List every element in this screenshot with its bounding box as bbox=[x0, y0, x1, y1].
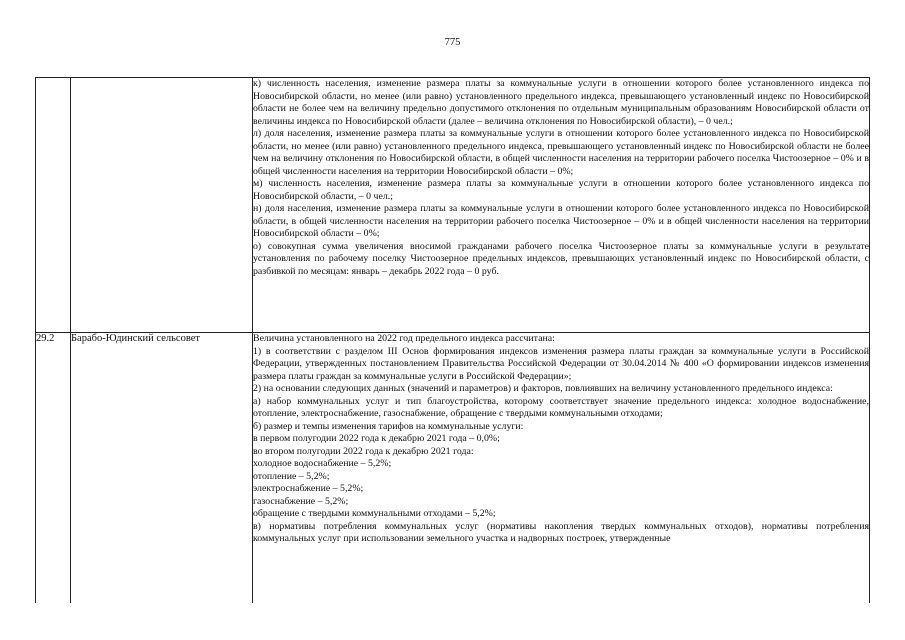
paragraph: отопление – 5,2%; bbox=[253, 470, 330, 482]
paragraph: во втором полугодии 2022 года к декабрю 2021 года: bbox=[253, 445, 474, 457]
paragraph: 1) в соответствии с разделом III Основ формирования индексов изменения размера платы граждан за коммунальные услуги в Российской Федерации, утвержденных постановлением Правительства Российской Федерации от 30.04.2014 № 400 «О формировании индексов изменения размера платы граждан за коммунальные услуги в Российской Федерации»; bbox=[253, 345, 869, 382]
paragraph: к) численность населения, изменение размера платы за коммунальные услуги в отношении которого более установленного индекса по Новосибирской области, но менее (или равно) установленного предельного индекса, превышающего установленный индекс по Новосибирской области не более чем на величину предельно допустимого отклонения по отдельным муниципальным образованиям Новосибирской области от величины индекса по Новосибирской области (далее – величина отклонения по Новосибирской области), – 0 чел.; bbox=[253, 78, 869, 127]
table-row bbox=[36, 78, 870, 333]
paragraph: н) доля населения, изменение размера платы за коммунальные услуги в отношении которого более установленного индекса по Новосибирской области, в общей численности населения на территории рабочего поселка Чистоозерное – 0% и в общей численности населения на территории Новосибирской области – 0%; bbox=[253, 203, 869, 239]
paragraph: м) численность населения, изменение размера платы за коммунальные услуги в отношении которого более установленного индекса по Новосибирской области, – 0 чел.; bbox=[253, 178, 869, 202]
paragraph: б) размер и темпы изменения тарифов на коммунальные услуги: bbox=[253, 420, 524, 432]
row-number-cell bbox=[36, 78, 71, 333]
row-number-cell: 29.2 bbox=[36, 333, 71, 604]
table-row bbox=[36, 333, 870, 604]
paragraph: а) набор коммунальных услуг и тип благоустройства, которому соответствует значение предельного индекса: холодное водоснабжение, отопление, электроснабжение, газоснабжение, обращение с твердыми коммунальными отходами; bbox=[253, 395, 869, 419]
row-name-cell: Барабо-Юдинский сельсовет bbox=[71, 333, 253, 604]
paragraph: в) нормативы потребления коммунальных услуг (нормативы накопления твердых коммунальных отходов), нормативы потребления коммунальных услуг при использовании земельного участка и надворных построек, утвержденные bbox=[253, 520, 869, 544]
paragraph: обращение с твердыми коммунальными отходами – 5,2%; bbox=[253, 508, 496, 519]
paragraph: холодное водоснабжение – 5,2%; bbox=[253, 458, 392, 469]
paragraph: Величина установленного на 2022 год предельного индекса рассчитана: bbox=[253, 333, 555, 344]
row-text-cell bbox=[253, 333, 870, 604]
page-number: 775 bbox=[444, 37, 461, 48]
content-table bbox=[35, 77, 870, 603]
row-name-cell bbox=[71, 78, 253, 333]
paragraph: л) доля населения, изменение размера платы за коммунальные услуги в отношении которого более установленного индекса по Новосибирской области, но менее (или равно) установленного предельного индекса, превышающего установленный индекс по Новосибирской области не более чем на величину отклонения по Новосибирской области, в общей численности населения на территории рабочего поселка Чистоозерное – 0% и в общей численности населения на территории Новосибирской области – 0%; bbox=[253, 128, 869, 177]
paragraph: в первом полугодии 2022 года к декабрю 2021 года – 0,0%; bbox=[253, 433, 500, 444]
paragraph: 2) на основании следующих данных (значений и параметров) и факторов, повлиявших на величину установленного предельного индекса: bbox=[253, 383, 833, 394]
paragraph: электроснабжение – 5,2%; bbox=[253, 483, 364, 494]
paragraph: о) совокупная сумма увеличения вносимой гражданами рабочего поселка Чистоозерное платы за коммунальные услуги в результате установления по рабочему поселку Чистоозерное предельных индексов, превышающих установленный индекс по Новосибирской области, с разбивкой по месяцам: январь – декабрь 2022 года – 0 руб. bbox=[253, 240, 869, 277]
paragraph: газоснабжение – 5,2%; bbox=[253, 495, 349, 507]
row-text-cell bbox=[253, 78, 870, 333]
